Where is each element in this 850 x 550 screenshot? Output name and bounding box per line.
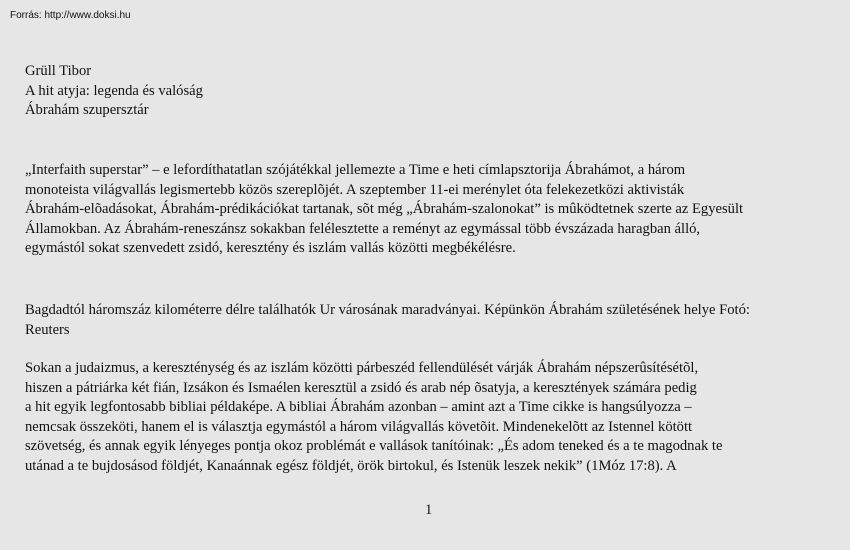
page-number: 1	[425, 502, 433, 518]
paragraph-line: nemcsak összeköti, hanem el is választja egymástól a három világvallás követõit. Mindenekelõtt az Istennel kötött	[25, 418, 693, 435]
document-title: A hit atyja: legenda és valóság	[25, 82, 203, 99]
caption-line: Bagdadtól háromszáz kilométerre délre találhatók Ur városának maradványai. Képünkön Ábrahám születésének helye Fotó:	[25, 302, 750, 318]
paragraph-line: „Interfaith superstar” – e lefordíthatatlan szójátékkal jellemezte a Time e heti címlapsztorija Ábrahámot, a három	[25, 162, 686, 178]
image-caption	[25, 301, 750, 340]
paragraph-line: egymástól sokat szenvedett zsidó, keresztény és iszlám vallás közötti megbékélésre.	[25, 240, 516, 256]
paragraph-line: Ábrahám-elõadásokat, Ábrahám-prédikációkat tartanak, sõt még „Ábrahám-szalonokat” is mûködtetnek szerte az Egyesült	[25, 201, 744, 217]
document-header	[25, 62, 850, 121]
caption-line: Reuters	[25, 321, 70, 338]
source-label: Forrás: http://www.doksi.hu	[10, 10, 131, 21]
paragraph-line: monoteista világvallás legismertebb közös szereplõjét. A szeptember 11-ei merénylet óta felekezetközi aktivisták	[25, 181, 685, 198]
paragraph-line: hiszen a pátriárka két fián, Izsákon és Ismaélen keresztül a zsidó és arab nép õsatyja, a keresztények számára pedig	[25, 379, 697, 396]
document-subtitle: Ábrahám szupersztár	[25, 102, 149, 118]
paragraph-line: utánad a te bujdosásod földjét, Kanaánnak egész földjét, örök birtokul, és Istenük leszek nekik” (1Móz 17:8). A	[25, 457, 677, 474]
author-name: Grüll Tibor	[25, 63, 92, 79]
paragraph-line: szövetség, és annak egyik lényeges pontja okoz problémát e vallások tanítóinak: „És adom teneked és a te magodnak te	[25, 438, 723, 454]
paragraph-intro	[25, 161, 743, 259]
paragraph-line: Sokan a judaizmus, a kereszténység és az iszlám közötti párbeszéd fellendülését várják Ábrahám népszerûsítésétõl,	[25, 360, 699, 376]
paragraph-body	[25, 359, 722, 476]
paragraph-line: Államokban. Az Ábrahám-reneszánsz sokakban felélesztette a reményt az egymással több évszázada haragban álló,	[25, 220, 701, 237]
paragraph-line: a hit egyik legfontosabb bibliai példaképe. A bibliai Ábrahám azonban – amint azt a Time cikke is hangsúlyozza –	[25, 399, 692, 415]
document-body	[25, 62, 850, 474]
